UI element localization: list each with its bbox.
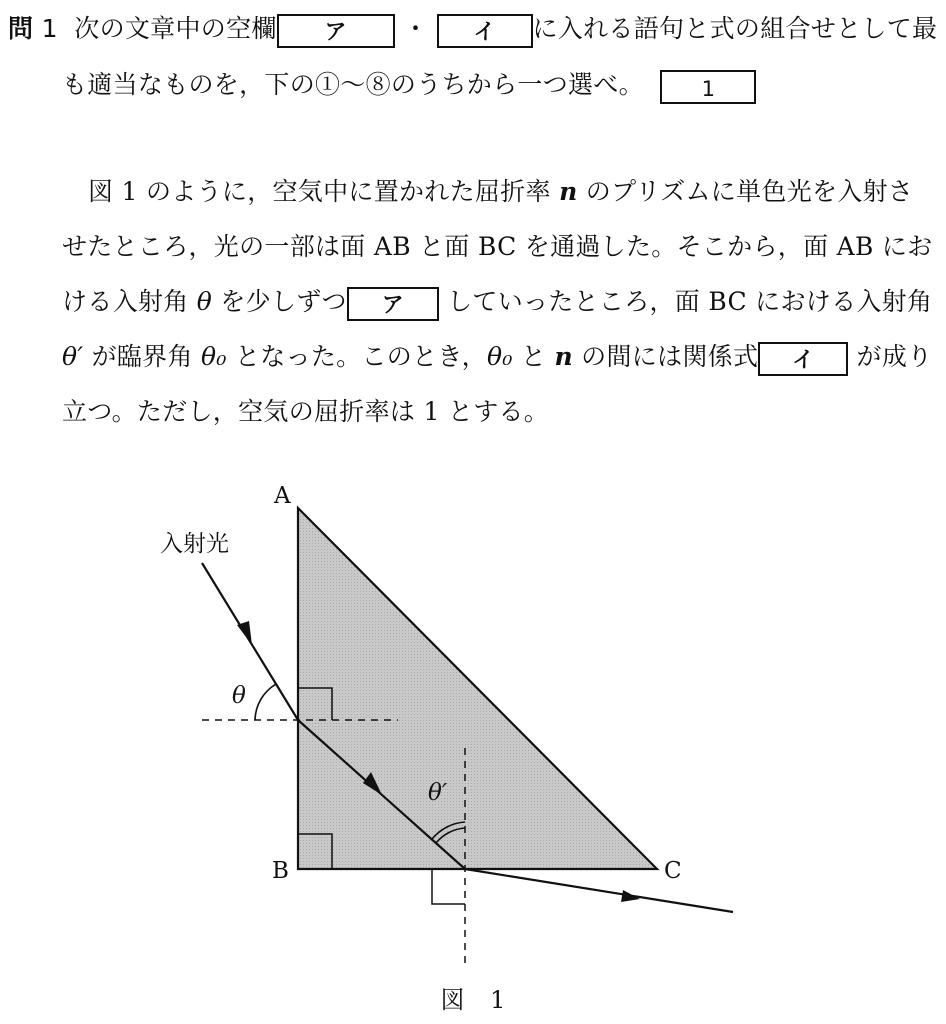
theta-arc — [255, 684, 276, 720]
question-text-1b: に入れる語句と式の組合せとして最 — [532, 14, 938, 43]
passage-blank-a-box: ア — [347, 287, 439, 321]
passage-text-3b: を少しずつ — [212, 287, 347, 316]
question-label: 問 — [8, 14, 34, 43]
separator-dot: ・ — [402, 14, 429, 43]
vertex-c-label: C — [664, 858, 682, 884]
passage-text-3a: ける入射角 — [62, 287, 197, 316]
blank-i-box: イ — [437, 14, 533, 48]
passage-text-1a: 図 1 のように，空気中に置かれた屈折率 — [88, 177, 560, 206]
figure-caption: 図 1 — [440, 986, 506, 1014]
blank-a-box: ア — [277, 14, 395, 48]
var-theta0: θ₀ — [201, 342, 227, 371]
theta-label: θ — [232, 683, 246, 709]
passage-text-4e: の間には関係式 — [572, 342, 759, 371]
var-theta-prime: θ′ — [62, 342, 84, 371]
prism-triangle — [298, 508, 657, 869]
passage-text-5: 立つ。ただし，空気の屈折率は 1 とする。 — [62, 397, 550, 426]
var-n: n — [559, 177, 578, 206]
var-theta: θ — [196, 287, 213, 316]
incident-light-label: 入射光 — [160, 531, 229, 557]
incident-arrow — [237, 621, 252, 645]
exit-ray — [465, 869, 733, 912]
passage-text-4c: となった。このとき， — [226, 342, 487, 371]
passage-text-4f: が成り — [856, 342, 933, 371]
passage-text-2: せたところ，光の一部は面 AB と面 BC を通過した。そこから，面 AB にお — [62, 232, 933, 261]
passage-text-3c: していったところ，面 BC における入射角 — [447, 287, 933, 316]
var-n-2: n — [554, 342, 573, 371]
vertex-b-label: B — [272, 858, 289, 884]
passage-text-1b: のプリズムに単色光を入射さ — [577, 177, 914, 206]
passage-blank-i-box: イ — [758, 342, 848, 376]
question-text-2: も適当なものを，下の①～⑧のうちから一つ選べ。 — [62, 70, 644, 99]
var-theta0-2: θ₀ — [486, 342, 513, 371]
passage-text-4b: が臨界角 — [83, 342, 202, 371]
theta-prime-label: θ′ — [428, 780, 448, 806]
vertex-a-label: A — [274, 483, 291, 509]
question-text-1a: 次の文章中の空欄 — [74, 14, 277, 43]
answer-box: 1 — [660, 70, 756, 104]
right-angle-mark-bc — [432, 869, 465, 904]
question-number: 1 — [41, 14, 58, 43]
passage-text-4d: と — [512, 342, 555, 371]
